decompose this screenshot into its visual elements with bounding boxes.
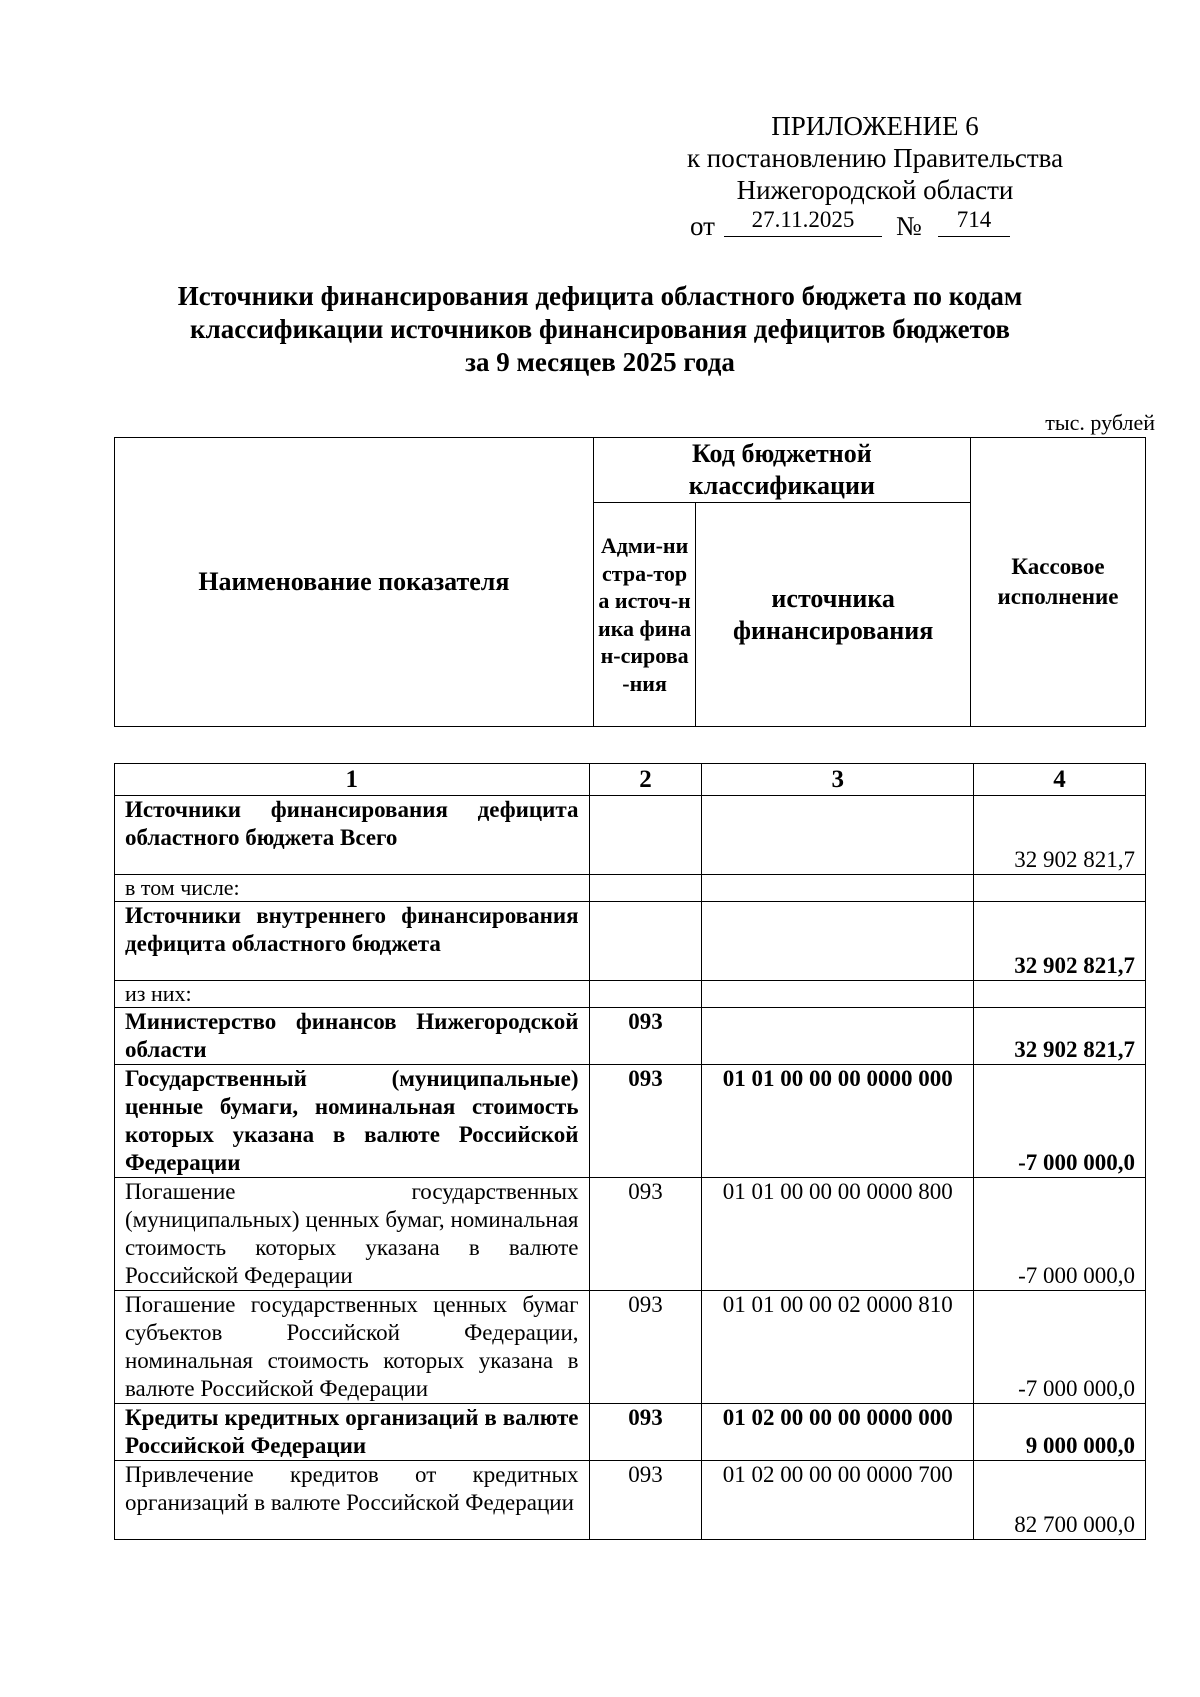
row-admin-code: 093	[589, 1461, 702, 1540]
row-admin-code: 093	[589, 1178, 702, 1291]
resolution-date: 27.11.2025	[751, 207, 855, 232]
header-table	[114, 437, 1146, 727]
title-line-1: Источники финансирования дефицита областного бюджета по кодам	[177, 281, 1023, 311]
units-label: тыс. рублей	[1045, 410, 1155, 435]
row-amount: 32 902 821,7	[974, 796, 1146, 875]
row-admin-code	[589, 981, 702, 1008]
row-admin-code	[589, 875, 702, 902]
row-amount: -7 000 000,0	[974, 1291, 1146, 1404]
annex-title: ПРИЛОЖЕНИЕ 6	[771, 111, 979, 141]
row-source-code: 01 01 00 00 00 0000 000	[702, 1065, 974, 1178]
row-amount: 9 000 000,0	[974, 1404, 1146, 1461]
row-admin-code: 093	[589, 1008, 702, 1065]
from-label: от	[690, 211, 715, 241]
column-number: 4	[974, 764, 1146, 796]
column-number: 3	[702, 764, 974, 796]
row-source-code: 01 01 00 00 00 0000 800	[702, 1178, 974, 1291]
row-admin-code: 093	[589, 1065, 702, 1178]
row-name: Государственный (муниципальные) ценные бумаги, номинальная стоимость которых указана в валюте Российской Федерации	[115, 1065, 590, 1178]
table-row	[115, 1404, 1146, 1461]
row-name: Погашение государственных (муниципальных) ценных бумаг, номинальная стоимость которых указана в валюте Российской Федерации	[115, 1178, 590, 1291]
row-amount: -7 000 000,0	[974, 1065, 1146, 1178]
table-row	[115, 1065, 1146, 1178]
data-table	[114, 763, 1146, 1540]
row-amount: -7 000 000,0	[974, 1178, 1146, 1291]
header-code: Код бюджетной классификации	[593, 438, 970, 503]
row-amount	[974, 875, 1146, 902]
header-admin-text: Адми-нистра-тора источ-ника финан-сирова-ния	[598, 533, 692, 696]
row-admin-code: 093	[589, 1404, 702, 1461]
column-number-row	[115, 764, 1146, 796]
number-label: №	[896, 211, 922, 241]
header-cash: Кассовое исполнение	[970, 438, 1145, 727]
annex-line-2: к постановлению Правительства	[686, 143, 1064, 173]
column-number: 1	[115, 764, 590, 796]
table-row	[115, 1008, 1146, 1065]
row-source-code	[702, 981, 974, 1008]
row-amount: 32 902 821,7	[974, 1008, 1146, 1065]
header-name: Наименование показателя	[115, 438, 594, 727]
document-title	[150, 280, 1050, 379]
row-admin-code	[589, 902, 702, 981]
row-name: Кредиты кредитных организаций в валюте Российской Федерации	[115, 1404, 590, 1461]
table-row	[115, 1291, 1146, 1404]
header-source: источника финансирования	[696, 503, 971, 727]
row-source-code: 01 01 00 00 02 0000 810	[702, 1291, 974, 1404]
table-row	[115, 1461, 1146, 1540]
header-admin	[593, 503, 696, 727]
row-source-code: 01 02 00 00 00 0000 700	[702, 1461, 974, 1540]
table-row	[115, 902, 1146, 981]
table-row	[115, 1178, 1146, 1291]
row-source-code	[702, 875, 974, 902]
title-line-3: за 9 месяцев 2025 года	[465, 347, 735, 377]
table-row	[115, 981, 1146, 1008]
table-row	[115, 875, 1146, 902]
row-name: Привлечение кредитов от кредитных организаций в валюте Российской Федерации	[115, 1461, 590, 1540]
row-amount: 82 700 000,0	[974, 1461, 1146, 1540]
annex-line-3: Нижегородской области	[736, 175, 1014, 205]
column-number: 2	[589, 764, 702, 796]
row-source-code	[702, 902, 974, 981]
number-underline	[938, 236, 1010, 237]
row-source-code: 01 02 00 00 00 0000 000	[702, 1404, 974, 1461]
row-name: в том числе:	[115, 875, 590, 902]
annex-block	[640, 110, 1110, 240]
row-admin-code: 093	[589, 1291, 702, 1404]
annex-signature-line	[640, 206, 1110, 240]
date-underline	[724, 236, 882, 237]
row-name: Источники внутреннего финансирования дефицита областного бюджета	[115, 902, 590, 981]
row-name: Министерство финансов Нижегородской области	[115, 1008, 590, 1065]
row-admin-code	[589, 796, 702, 875]
resolution-number: 714	[956, 207, 992, 232]
row-amount	[974, 981, 1146, 1008]
title-line-2: классификации источников финансирования дефицитов бюджетов	[190, 314, 1010, 344]
row-name: из них:	[115, 981, 590, 1008]
row-name: Источники финансирования дефицита областного бюджета Всего	[115, 796, 590, 875]
table-row	[115, 796, 1146, 875]
row-source-code	[702, 796, 974, 875]
row-name: Погашение государственных ценных бумаг субъектов Российской Федерации, номинальная стоимость которых указана в валюте Российской Федерации	[115, 1291, 590, 1404]
row-amount: 32 902 821,7	[974, 902, 1146, 981]
row-source-code	[702, 1008, 974, 1065]
